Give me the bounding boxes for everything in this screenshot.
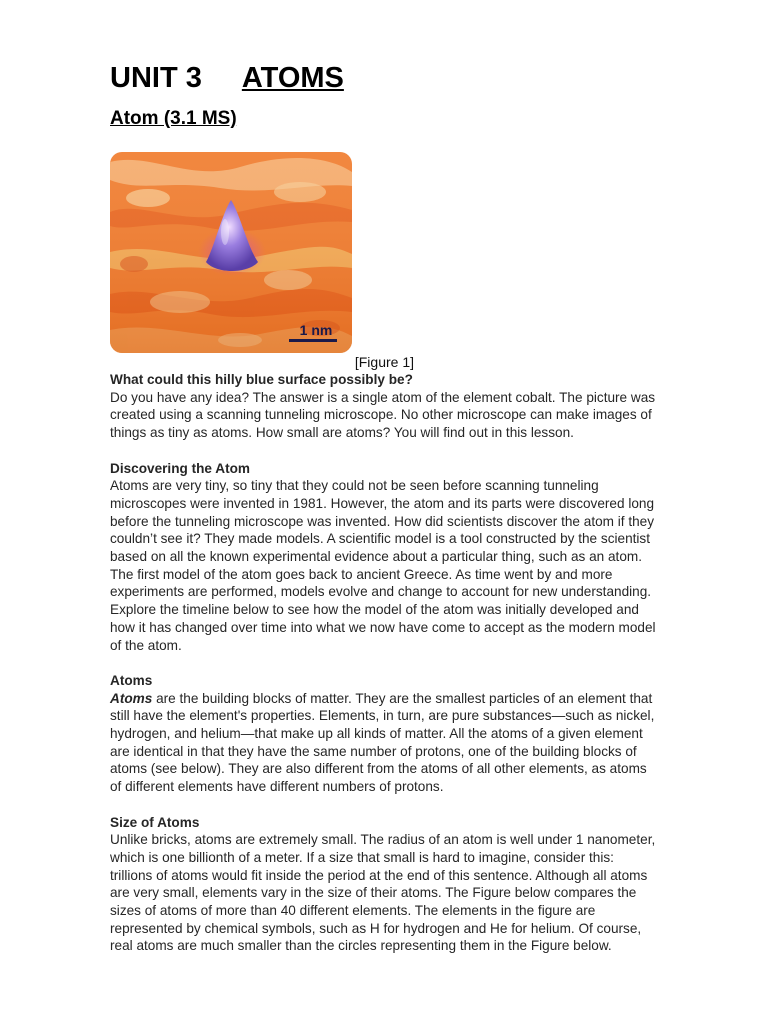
unit-label: UNIT 3 — [110, 62, 202, 94]
intro-paragraph: Do you have any idea? The answer is a single atom of the element cobalt. The picture was created using a scanning tunneling microscope. No other microscope can make images of things as tiny as atoms. How small are atoms? You will find out in this lesson. — [110, 389, 656, 441]
unit-title — [110, 58, 344, 98]
unit-topic: ATOMS — [241, 62, 344, 94]
intro-question: What could this hilly blue surface possibly be? — [110, 372, 413, 387]
scale-bar-label: 1 nm — [299, 322, 333, 338]
section-title: Atom (3.1 MS) — [110, 108, 237, 129]
atoms-term: Atoms — [110, 690, 153, 706]
article-body — [110, 371, 660, 955]
stm-cobalt-atom-image — [110, 152, 352, 353]
discovering-heading: Discovering the Atom — [110, 460, 250, 476]
atoms-heading: Atoms — [110, 672, 153, 688]
discovering-paragraph: Atoms are very tiny, so tiny that they could not be seen before scanning tunneling microscopes were invented in 1981. However, the atom and its parts were discovered long before the tunneling microscope was invented. How did scientists discover the atom if they couldn’t see it? They made models. A scientific model is a tool constructed by the scientist based on all the known experimental evidence about a particular thing, such as an atom. The first model of the atom goes back to ancient Greece. As time went by and more experiments are performed, models evolve and change to account for new understanding. Explore the timeline below to see how the model of the atom was initially developed and how it has changed over time into what we now have come to accept as the modern model of the atom. — [110, 478, 656, 653]
scale-bar — [289, 339, 337, 342]
figure-caption: [Figure 1] — [354, 354, 414, 370]
atoms-text: are the building blocks of matter. They are the smallest particles of an element that still have the element's properties. Elements, in turn, are pure substances—such as nickel, hydrogen, and helium—that make up all kinds of matter. All the atoms of a given element are identical in that they have the same number of protons, one of the building blocks of atoms (see below). They are also different from the atoms of all other elements, as atoms of different elements have different numbers of protons. — [110, 690, 655, 795]
size-paragraph: Unlike bricks, atoms are extremely small. The radius of an atom is well under 1 nanometer, which is one billionth of a meter. If a size that small is hard to imagine, consider this: trillions of atoms would fit inside the period at the end of this sentence. Although all atoms are very small, elements vary in the size of their atoms. The Figure below compares the sizes of atoms of more than 40 different elements. The elements in the figure are represented by chemical symbols, such as H for hydrogen and He for helium. Of course, real atoms are much smaller than the circles representing them in the Figure below. — [110, 832, 656, 954]
size-heading: Size of Atoms — [110, 814, 200, 830]
atoms-paragraph — [110, 690, 660, 796]
